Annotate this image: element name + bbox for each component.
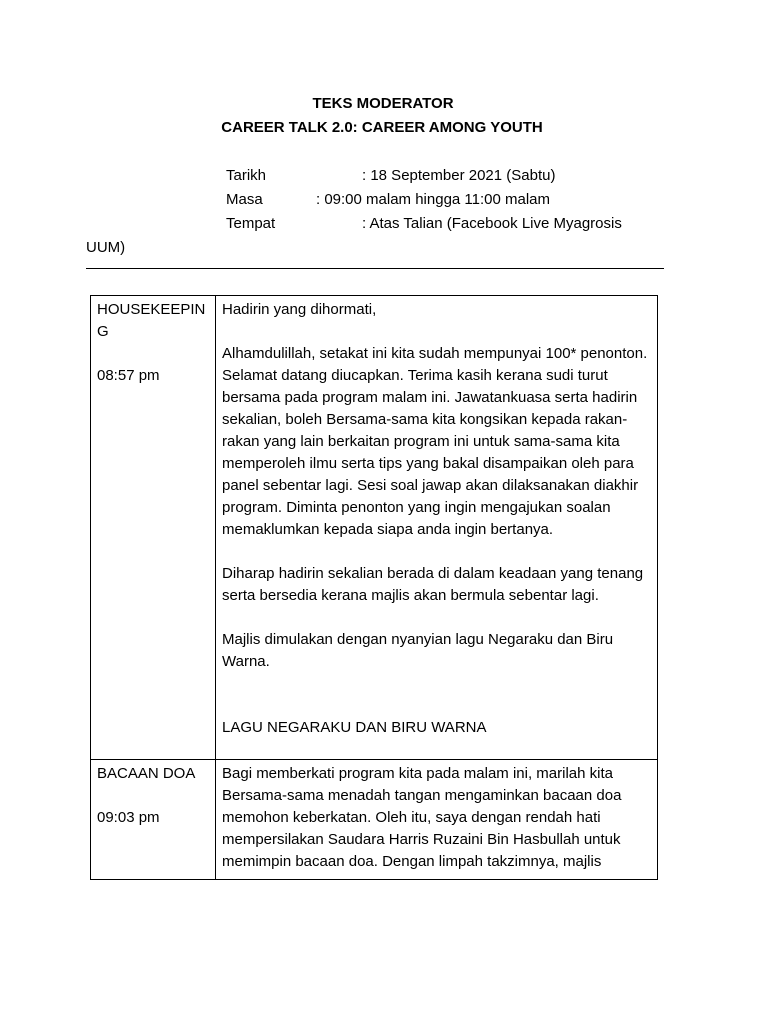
table-row	[91, 760, 658, 880]
section-label: BACAAN DOA	[97, 765, 196, 782]
tarikh-label: Tarikh	[226, 167, 267, 184]
script-paragraph: Majlis dimulakan dengan nyanyian lagu Negaraku dan Biru Warna.	[222, 631, 614, 670]
masa-label: Masa	[226, 191, 263, 208]
script-paragraph: Hadirin yang dihormati,	[222, 301, 377, 318]
section-label-continued: G	[97, 323, 109, 340]
table-row	[91, 296, 658, 760]
script-paragraph: LAGU NEGARAKU DAN BIRU WARNA	[222, 719, 487, 736]
tempat-label: Tempat	[226, 215, 276, 232]
script-paragraph: Alhamdulillah, setakat ini kita sudah mempunyai 100* penonton. Selamat datang diucapkan. Terima kasih kerana sudi turut bersama pada program malam ini. Jawatankuasa serta hadirin sekalian, boleh Bersama-sama kita kongsikan kepada rakan-rakan yang lain berkaitan program ini untuk sama-sama kita memperoleh ilmu serta tips yang bakal disampaikan oleh para panel sebentar lagi. Sesi soal jawap akan dilaksanakan diakhir program. Diminta penonton yang ingin mengajukan soalan memaklumkan kepada siapa anda ingin bertanya.	[222, 345, 648, 538]
horizontal-rule	[86, 268, 664, 269]
tempat-value: : Atas Talian (Facebook Live Myagrosis	[362, 215, 622, 232]
script-cell	[216, 296, 658, 760]
document-title: TEKS MODERATOR	[312, 95, 454, 112]
section-time: 08:57 pm	[97, 367, 160, 384]
section-cell	[91, 296, 216, 760]
script-cell	[216, 760, 658, 880]
section-cell	[91, 760, 216, 880]
tempat-value-continued: UUM)	[86, 239, 126, 256]
moderator-script-table	[90, 295, 658, 880]
section-time: 09:03 pm	[97, 809, 160, 826]
tarikh-value: : 18 September 2021 (Sabtu)	[362, 167, 556, 184]
script-paragraph: Diharap hadirin sekalian berada di dalam keadaan yang tenang serta bersedia kerana majlis akan bermula sebentar lagi.	[222, 565, 644, 604]
section-label: HOUSEKEEPIN	[97, 301, 206, 318]
script-paragraph: Bagi memberkati program kita pada malam ini, marilah kita Bersama-sama menadah tangan mengaminkan bacaan doa memohon keberkatan. Oleh itu, saya dengan rendah hati mempersilakan Saudara Harris Ruzaini Bin Hasbullah untuk memimpin bacaan doa. Dengan limpah takzimnya, majlis	[222, 765, 622, 870]
masa-value: : 09:00 malam hingga 11:00 malam	[316, 191, 551, 208]
document-subtitle: CAREER TALK 2.0: CAREER AMONG YOUTH	[221, 119, 543, 136]
